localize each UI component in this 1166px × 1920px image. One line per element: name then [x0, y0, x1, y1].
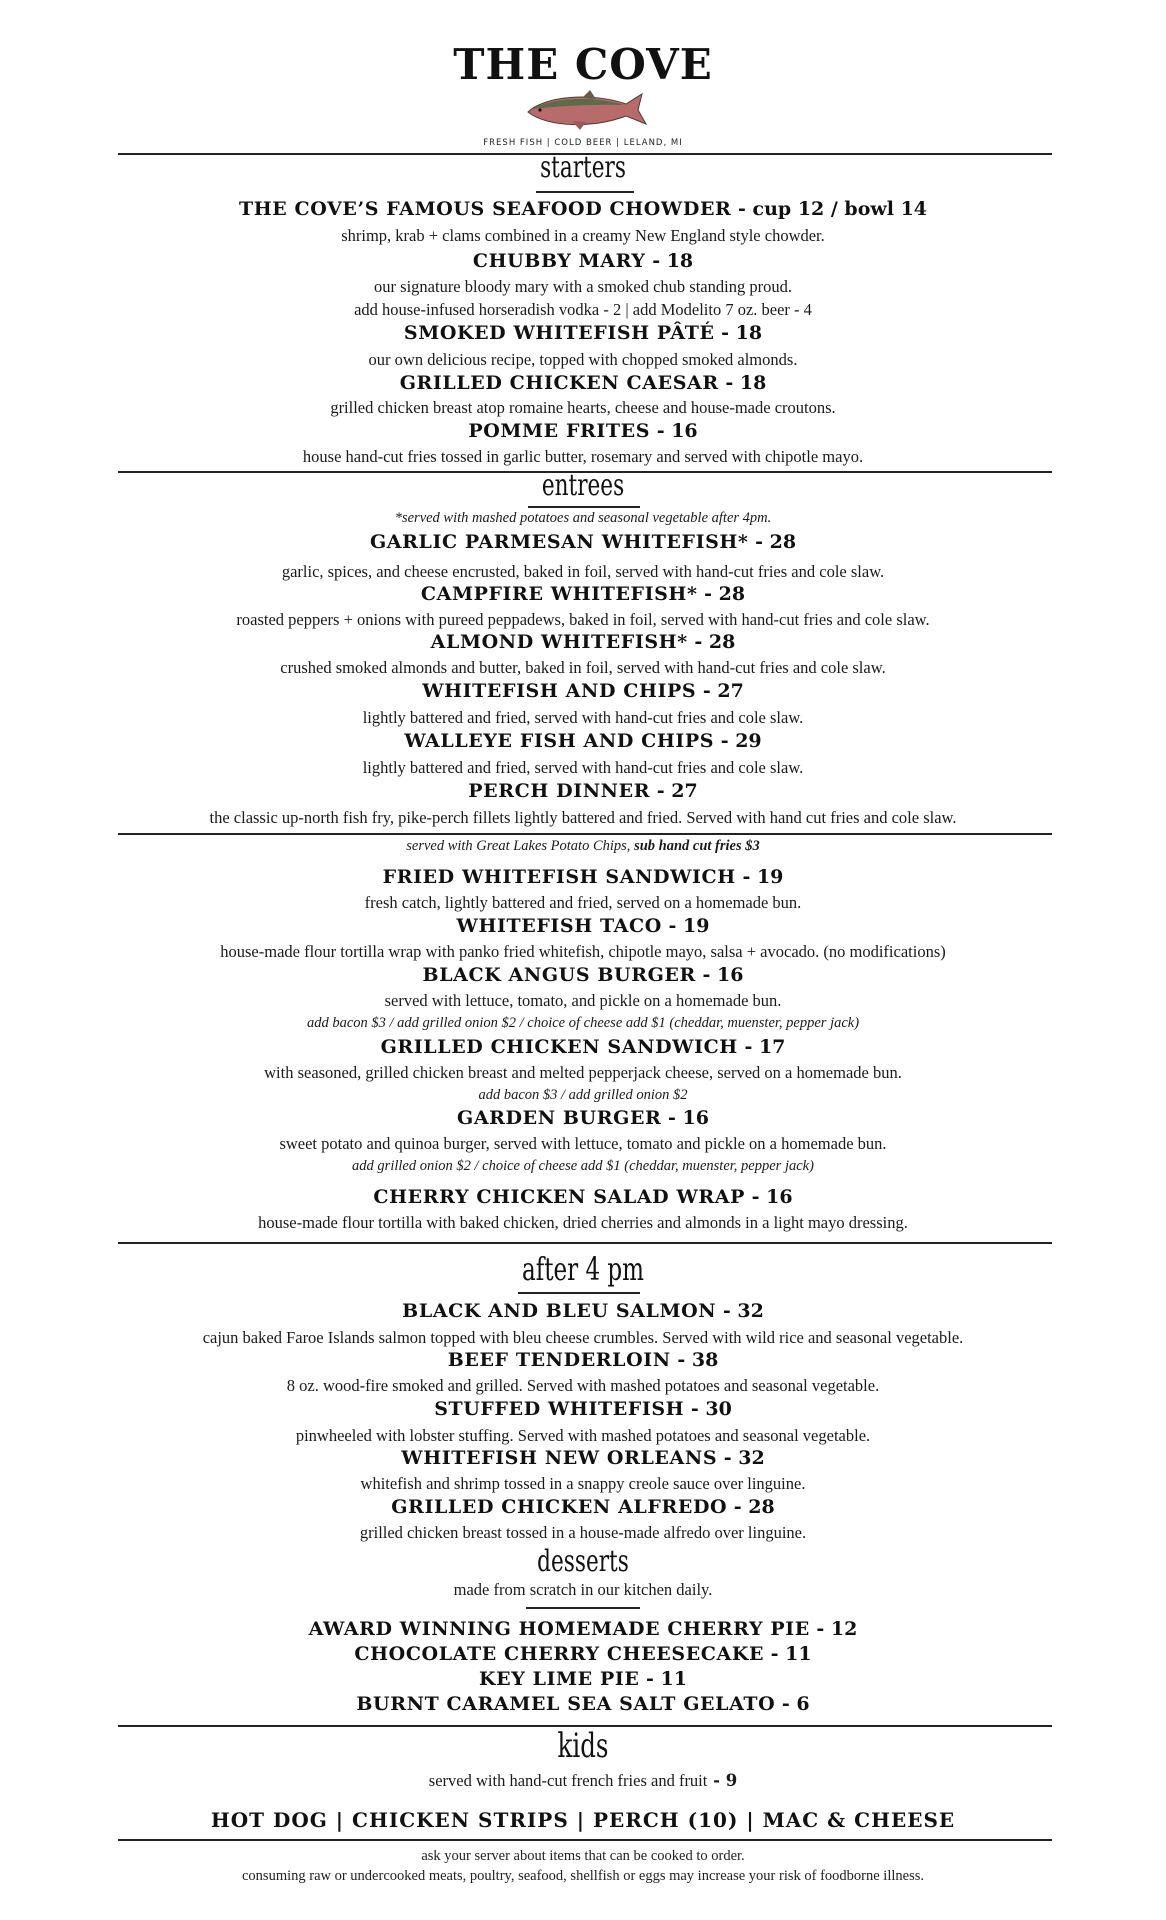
tagline: FRESH FISH | COLD BEER | LELAND, MI	[483, 138, 683, 148]
dessert-item	[0, 1668, 1166, 1690]
menu-item	[0, 1107, 1166, 1129]
item-price: - 12	[809, 1618, 858, 1640]
menu-item	[0, 915, 1166, 937]
item-price: - cup 12 / bowl 14	[731, 198, 928, 220]
item-addon: add house-infused horseradish vodka - 2 | add Modelito 7 oz. beer - 4	[354, 300, 812, 319]
item-description: sweet potato and quinoa burger, served with lettuce, tomato and pickle on a homemade bun.	[279, 1134, 887, 1153]
item-price: - 30	[684, 1398, 732, 1420]
item-price: - 16	[695, 964, 744, 986]
item-price: - 16	[745, 1186, 793, 1208]
section-title-kids: kids	[557, 1726, 609, 1766]
sandwiches-note	[0, 838, 1166, 855]
item-description: whitefish and shrimp tossed in a snappy creole sauce over linguine.	[360, 1474, 806, 1493]
item-name: WHITEFISH TACO	[456, 915, 662, 937]
sandwiches-note-text: served with Great Lakes Potato Chips,	[406, 838, 635, 854]
item-price: - 18	[718, 372, 767, 394]
section-title-after-4pm: after 4 pm	[521, 1250, 645, 1288]
menu-item	[0, 964, 1166, 986]
item-description: lightly battered and fried, served with hand-cut fries and cole slaw.	[362, 708, 804, 727]
item-name: CHERRY CHICKEN SALAD WRAP	[373, 1186, 746, 1208]
item-name: GRILLED CHICKEN CAESAR	[399, 372, 719, 394]
item-price: - 6	[775, 1693, 810, 1715]
menu-item	[0, 1349, 1166, 1371]
menu-item	[0, 1036, 1166, 1058]
kids-items: HOT DOG | CHICKEN STRIPS | PERCH (10) | MAC & CHEESE	[210, 1808, 956, 1832]
item-description: the classic up-north fish fry, pike-perch fillets lightly battered and fried. Served with hand cut fries and cole slaw.	[209, 808, 957, 827]
item-name: WHITEFISH AND CHIPS	[422, 680, 697, 702]
section-underline	[518, 1292, 640, 1294]
item-name: CAMPFIRE WHITEFISH*	[420, 583, 698, 605]
section-title-starters: starters	[540, 150, 626, 185]
footer-note: ask your server about items that can be cooked to order.	[421, 1848, 745, 1864]
menu-item	[0, 1300, 1166, 1322]
section-underline	[528, 506, 640, 508]
menu-item	[0, 730, 1166, 752]
menu-item	[0, 1496, 1166, 1518]
menu-item	[0, 1398, 1166, 1420]
item-name: GARDEN BURGER	[457, 1107, 662, 1129]
item-name: KEY LIME PIE	[479, 1668, 640, 1690]
item-price: - 18	[714, 322, 763, 344]
item-description: grilled chicken breast atop romaine hearts, cheese and house-made croutons.	[330, 398, 836, 417]
item-price: - 18	[645, 250, 694, 272]
item-description: shrimp, krab + clams combined in a creamy New England style chowder.	[341, 226, 825, 245]
item-description: pinwheeled with lobster stuffing. Served with mashed potatoes and seasonal vegetable.	[295, 1426, 871, 1445]
item-price: - 32	[717, 1447, 765, 1469]
item-description: served with lettuce, tomato, and pickle on a homemade bun.	[384, 991, 782, 1010]
item-price: - 27	[650, 780, 698, 802]
footer-warning: consuming raw or undercooked meats, poultry, seafood, shellfish or eggs may increase your risk of foodborne illness.	[241, 1868, 924, 1884]
item-price: - 17	[737, 1036, 786, 1058]
item-price: - 16	[661, 1107, 709, 1129]
item-name: WALLEYE FISH AND CHIPS	[404, 730, 715, 752]
menu-item	[0, 680, 1166, 702]
item-name: CHOCOLATE CHERRY CHEESECAKE	[354, 1643, 765, 1665]
menu-item	[0, 866, 1166, 888]
kids-subtitle	[0, 1771, 1166, 1791]
menu-item	[0, 1186, 1166, 1208]
section-title-desserts: desserts	[537, 1544, 629, 1579]
menu-item	[0, 420, 1166, 442]
item-description: lightly battered and fried, served with hand-cut fries and cole slaw.	[362, 758, 804, 777]
item-name: POMME FRITES	[468, 420, 651, 442]
item-name: THE COVE’S FAMOUS SEAFOOD CHOWDER	[238, 198, 732, 220]
item-description: our signature bloody mary with a smoked chub standing proud.	[374, 277, 792, 296]
item-price: - 28	[727, 1496, 775, 1518]
item-price: - 11	[764, 1643, 812, 1665]
section-title-entrees: entrees	[541, 468, 625, 503]
menu-item	[0, 631, 1166, 653]
item-price: - 29	[714, 730, 762, 752]
item-description: house hand-cut fries tossed in garlic butter, rosemary and served with chipotle mayo.	[302, 447, 864, 466]
item-price: - 28	[697, 583, 746, 605]
trout-logo-icon	[522, 86, 652, 136]
item-name: SMOKED WHITEFISH PÂTÉ	[403, 322, 715, 344]
menu-item	[0, 780, 1166, 802]
item-name: BLACK ANGUS BURGER	[422, 964, 696, 986]
menu-item	[0, 198, 1166, 220]
desserts-subtitle: made from scratch in our kitchen daily.	[453, 1580, 713, 1599]
item-description: our own delicious recipe, topped with chopped smoked almonds.	[368, 350, 798, 369]
item-price: - 28	[748, 531, 797, 553]
menu-item	[0, 372, 1166, 394]
menu-item	[0, 1447, 1166, 1469]
restaurant-name: THE COVE	[453, 40, 713, 89]
item-description: house-made flour tortilla with baked chicken, dried cherries and almonds in a light mayo dressing.	[258, 1213, 908, 1232]
item-description: cajun baked Faroe Islands salmon topped with bleu cheese crumbles. Served with wild rice and seasonal vegetable.	[202, 1328, 964, 1347]
item-price: - 27	[696, 680, 744, 702]
item-price: - 32	[716, 1300, 764, 1322]
item-price: - 19	[661, 915, 710, 937]
section-underline	[526, 1607, 640, 1609]
item-description: garlic, spices, and cheese encrusted, baked in foil, served with hand-cut fries and cole slaw.	[281, 562, 885, 581]
item-name: ALMOND WHITEFISH*	[430, 631, 688, 653]
item-price: - 16	[650, 420, 698, 442]
item-name: GARLIC PARMESAN WHITEFISH*	[369, 531, 749, 553]
item-price: - 28	[687, 631, 736, 653]
menu-item	[0, 322, 1166, 344]
section-underline	[536, 191, 634, 193]
entrees-note: *served with mashed potatoes and seasonal vegetable after 4pm.	[394, 510, 772, 526]
kids-subtitle-text: served with hand-cut french fries and fruit	[428, 1771, 708, 1790]
item-name: BURNT CARAMEL SEA SALT GELATO	[356, 1693, 776, 1715]
menu-item	[0, 531, 1166, 553]
item-description: grilled chicken breast tossed in a house-made alfredo over linguine.	[359, 1523, 807, 1542]
menu-item	[0, 583, 1166, 605]
item-price: - 11	[639, 1668, 687, 1690]
logo	[0, 40, 1166, 150]
item-name: CHUBBY MARY	[472, 250, 646, 272]
item-addon: add bacon $3 / add grilled onion $2 / choice of cheese add $1 (cheddar, muenster, pepper jack)	[306, 1015, 860, 1031]
sandwiches-note-upcharge: sub hand cut fries $3	[634, 838, 760, 854]
kids-price: - 9	[707, 1771, 738, 1790]
item-price: - 19	[735, 866, 784, 888]
item-name: AWARD WINNING HOMEMADE CHERRY PIE	[308, 1618, 810, 1640]
item-name: PERCH DINNER	[468, 780, 651, 802]
dessert-item	[0, 1693, 1166, 1715]
item-name: GRILLED CHICKEN SANDWICH	[380, 1036, 738, 1058]
dessert-item	[0, 1643, 1166, 1665]
dessert-item	[0, 1618, 1166, 1640]
item-name: WHITEFISH NEW ORLEANS	[401, 1447, 718, 1469]
divider	[118, 833, 1052, 835]
item-price: - 38	[670, 1349, 719, 1371]
item-description: house-made flour tortilla wrap with panko fried whitefish, chipotle mayo, salsa + avocado. (no modifications)	[220, 942, 946, 961]
divider	[118, 1242, 1052, 1244]
item-name: STUFFED WHITEFISH	[434, 1398, 685, 1420]
item-description: roasted peppers + onions with pureed peppadews, baked in foil, served with hand-cut fries and cole slaw.	[236, 610, 930, 629]
item-name: GRILLED CHICKEN ALFREDO	[391, 1496, 728, 1518]
item-addon: add bacon $3 / add grilled onion $2	[478, 1087, 688, 1103]
item-name: FRIED WHITEFISH SANDWICH	[382, 866, 736, 888]
item-name: BLACK AND BLEU SALMON	[402, 1300, 717, 1322]
item-addon: add grilled onion $2 / choice of cheese add $1 (cheddar, muenster, pepper jack)	[352, 1158, 814, 1174]
menu-item	[0, 250, 1166, 272]
item-description: 8 oz. wood-fire smoked and grilled. Served with mashed potatoes and seasonal vegetable.	[286, 1376, 880, 1395]
item-description: with seasoned, grilled chicken breast and melted pepperjack cheese, served on a homemade bun.	[264, 1063, 902, 1082]
divider	[118, 1839, 1052, 1841]
item-description: fresh catch, lightly battered and fried, served on a homemade bun.	[364, 893, 802, 912]
item-description: crushed smoked almonds and butter, baked in foil, served with hand-cut fries and cole slaw.	[280, 658, 886, 677]
item-name: BEEF TENDERLOIN	[447, 1349, 671, 1371]
